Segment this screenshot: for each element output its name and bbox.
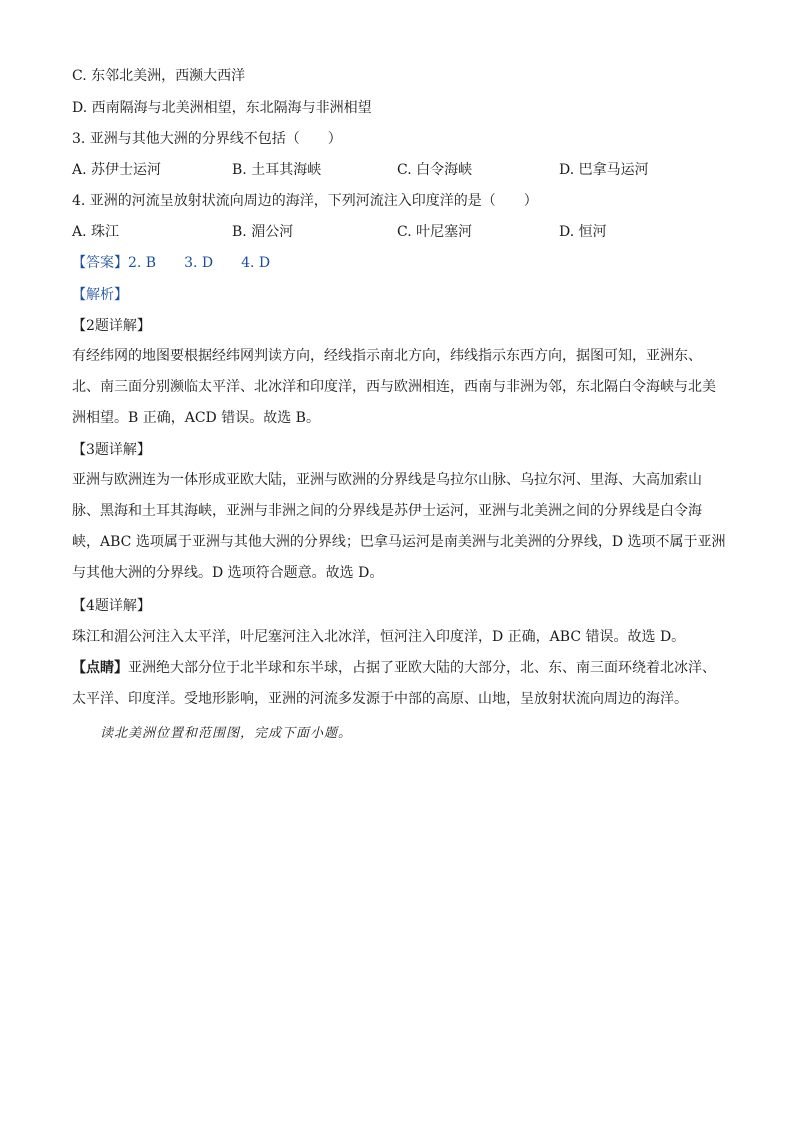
q3-stem: 3. 亚洲与其他大洲的分界线不包括（ ）	[72, 131, 342, 147]
detail3-label: 【3题详解】	[72, 442, 151, 458]
q4-option-a: A. 珠江	[72, 224, 120, 240]
tip-label: 【点睛】	[72, 660, 128, 676]
tip-line	[72, 653, 732, 684]
analysis-label: 【解析】	[72, 287, 128, 303]
detail2-label: 【2题详解】	[72, 318, 151, 334]
detail3-text	[72, 465, 732, 589]
tip-line: 太平洋、印度洋。受地形影响，亚洲的河流多发源于中部的高原、山地，呈放射状流向周边的海洋。	[72, 691, 688, 707]
q2-option-c: C. 东邻北美洲，西濒大西洋	[72, 68, 246, 84]
detail3-line: 与其他大洲的分界线。D 选项符合题意。故选 D。	[72, 565, 384, 581]
answer-label: 【答案】	[72, 255, 128, 271]
q2-option-d: D. 西南隔海与北美洲相望，东北隔海与非洲相望	[72, 100, 372, 116]
detail4-label: 【4题详解】	[72, 598, 151, 614]
next-question-intro: 读北美洲位置和范围图，完成下面小题。	[100, 726, 353, 741]
q4-option-d: D. 恒河	[559, 224, 607, 240]
q3-option-b: B. 土耳其海峡	[232, 162, 322, 178]
detail2-line: 有经纬网的地图要根据经纬网判读方向，经线指示南北方向，纬线指示东西方向，据图可知，亚洲东、	[72, 348, 702, 364]
detail2-text	[72, 341, 732, 434]
q4-stem: 4. 亚洲的河流呈放射状流向周边的海洋，下列河流注入印度洋的是（ ）	[72, 193, 538, 209]
q4-option-c: C. 叶尼塞河	[397, 224, 473, 240]
detail2-line: 洲相望。B 正确，ACD 错误。故选 B。	[72, 410, 320, 426]
detail2-line: 北、南三面分别濒临太平洋、北冰洋和印度洋，西与欧洲相连，西南与非洲为邻，东北隔白令海峡与北美	[72, 379, 716, 395]
detail3-line: 峡，ABC 选项属于亚洲与其他大洲的分界线；巴拿马运河是南美洲与北美洲的分界线，D 选项不属于亚洲	[72, 534, 726, 550]
tip-block	[72, 653, 732, 715]
tip-line-text: 亚洲绝大部分位于北半球和东半球，占据了亚欧大陆的大部分，北、东、南三面环绕着北冰洋、	[128, 660, 716, 676]
detail4-text	[72, 622, 732, 653]
detail4-line: 珠江和湄公河注入太平洋，叶尼塞河注入北冰洋，恒河注入印度洋，D 正确，ABC 错误。故选 D。	[72, 629, 686, 645]
detail3-line: 脉、黑海和土耳其海峡，亚洲与非洲之间的分界线是苏伊士运河，亚洲与北美洲之间的分界线是白令海	[72, 503, 702, 519]
detail3-line: 亚洲与欧洲连为一体形成亚欧大陆，亚洲与欧洲的分界线是乌拉尔山脉、乌拉尔河、里海、大高加索山	[72, 472, 702, 488]
q4-option-b: B. 湄公河	[232, 224, 294, 240]
q3-option-c: C. 白令海峡	[397, 162, 473, 178]
q3-option-a: A. 苏伊士运河	[72, 162, 162, 178]
answer-line	[72, 253, 270, 273]
q3-option-d: D. 巴拿马运河	[559, 162, 649, 178]
answer-values: 2. B 3. D 4. D	[128, 255, 271, 271]
